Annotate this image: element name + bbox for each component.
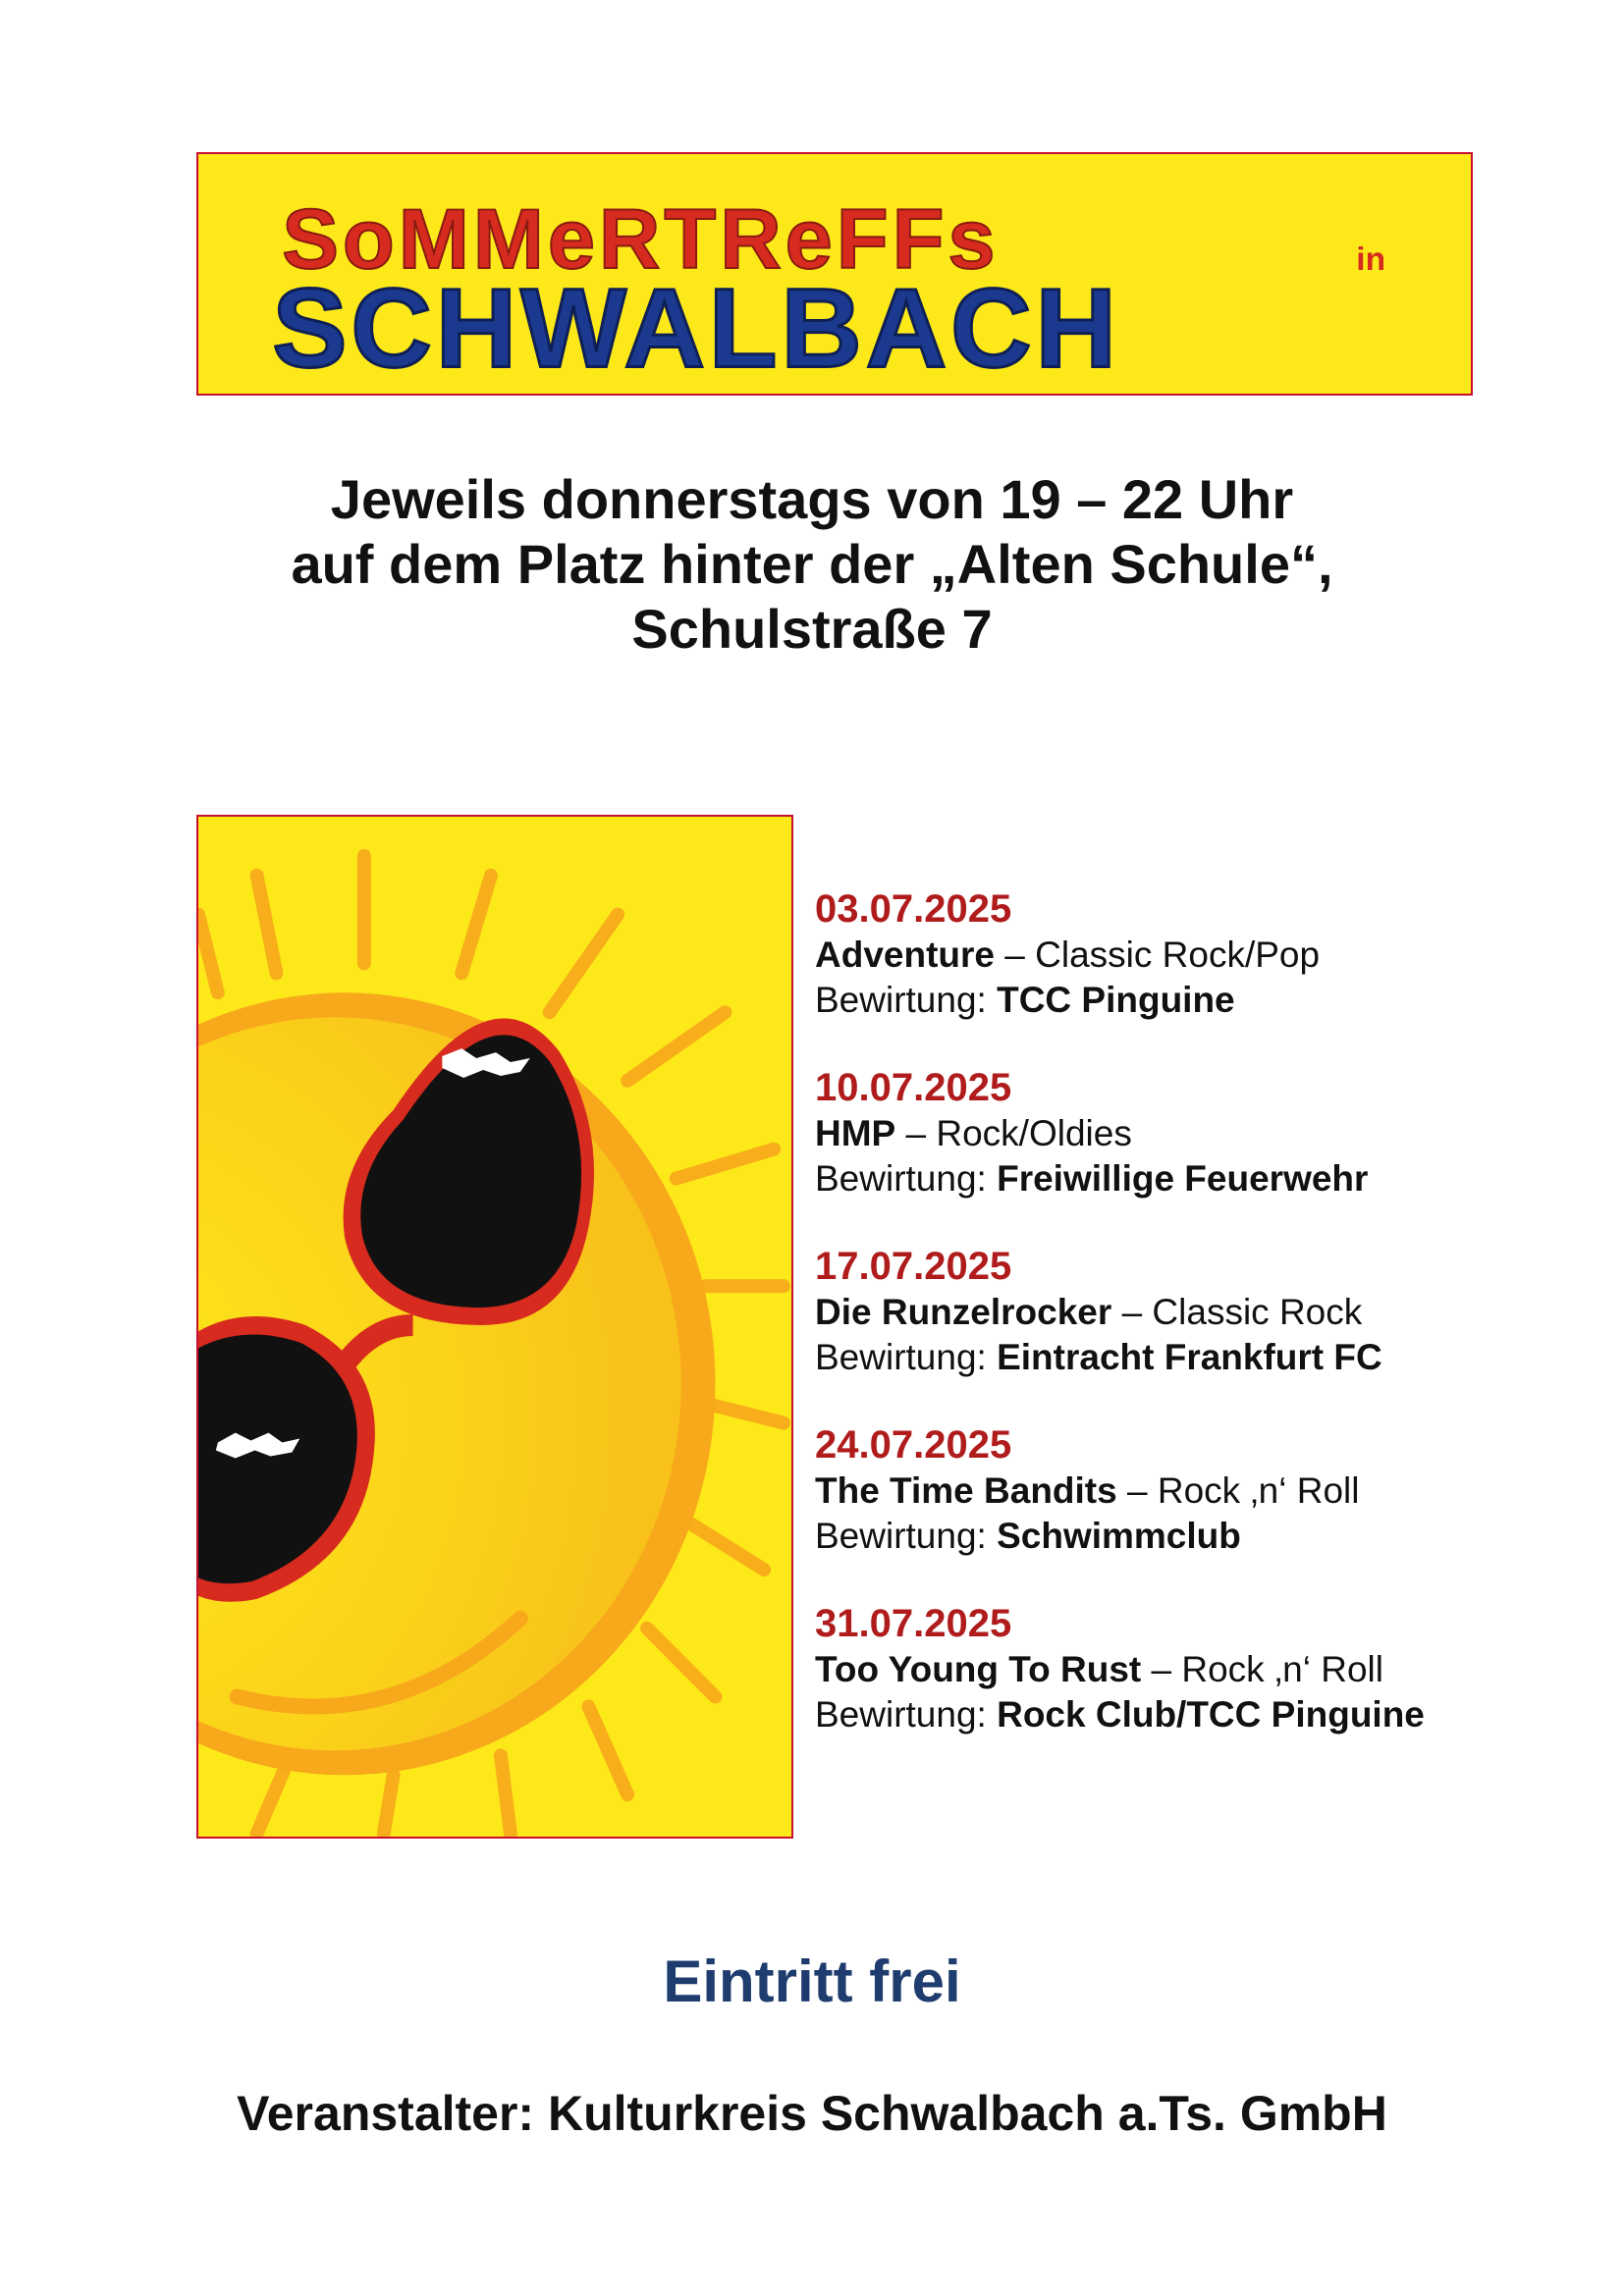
logo-in: in xyxy=(1356,241,1386,279)
event-item xyxy=(815,1064,1561,1201)
event-host-line xyxy=(815,1335,1561,1380)
event-band-line xyxy=(815,933,1561,978)
event-date: 31.07.2025 xyxy=(815,1602,1012,1645)
event-date: 03.07.2025 xyxy=(815,887,1012,931)
free-entry-notice: Eintritt frei xyxy=(663,1949,961,2014)
venue-info xyxy=(0,467,1624,662)
event-host-label: Bewirtung: xyxy=(815,1516,987,1556)
event-list xyxy=(815,885,1561,1779)
event-host: Eintracht Frankfurt FC xyxy=(997,1337,1382,1377)
event-genre: – Rock ‚n‘ Roll xyxy=(1151,1649,1384,1689)
venue-line-2: auf dem Platz hinter der „Alten Schule“, xyxy=(291,533,1333,595)
event-host-line xyxy=(815,1692,1561,1737)
event-item xyxy=(815,1600,1561,1737)
event-item xyxy=(815,885,1561,1023)
event-genre: – Classic Rock/Pop xyxy=(1004,934,1321,975)
event-item xyxy=(815,1421,1561,1559)
venue-line-1: Jeweils donnerstags von 19 – 22 Uhr xyxy=(330,468,1294,530)
logo-line1: SoMMeRTReFFs xyxy=(282,192,1000,288)
event-date: 10.07.2025 xyxy=(815,1066,1012,1109)
event-band: HMP xyxy=(815,1113,896,1153)
event-host: TCC Pinguine xyxy=(997,980,1235,1020)
sommertreffs-logo xyxy=(198,154,1471,394)
sun-illustration xyxy=(196,815,793,1839)
event-band-line xyxy=(815,1290,1561,1335)
logo-banner xyxy=(196,152,1473,396)
event-date: 24.07.2025 xyxy=(815,1423,1012,1467)
event-band-line xyxy=(815,1468,1561,1514)
event-host-line xyxy=(815,1514,1561,1559)
event-genre: – Classic Rock xyxy=(1121,1292,1363,1332)
event-item xyxy=(815,1243,1561,1380)
event-date: 17.07.2025 xyxy=(815,1245,1012,1288)
event-host-label: Bewirtung: xyxy=(815,980,987,1020)
venue-line-3: Schulstraße 7 xyxy=(631,598,993,660)
event-genre: – Rock/Oldies xyxy=(905,1113,1132,1153)
event-band-line xyxy=(815,1647,1561,1692)
event-band: Die Runzelrocker xyxy=(815,1292,1112,1332)
event-host-label: Bewirtung: xyxy=(815,1337,987,1377)
sun-with-sunglasses-image xyxy=(198,817,791,1837)
event-host: Rock Club/TCC Pinguine xyxy=(997,1694,1425,1735)
event-host-line xyxy=(815,978,1561,1023)
event-host: Freiwillige Feuerwehr xyxy=(997,1158,1369,1199)
event-host-line xyxy=(815,1156,1561,1201)
event-band: Adventure xyxy=(815,934,995,975)
logo-line2: SCHWALBACH xyxy=(272,266,1120,392)
event-host-label: Bewirtung: xyxy=(815,1158,987,1199)
event-host: Schwimmclub xyxy=(997,1516,1241,1556)
event-genre: – Rock ‚n‘ Roll xyxy=(1127,1470,1360,1511)
event-band: The Time Bandits xyxy=(815,1470,1117,1511)
organizer-line: Veranstalter: Kulturkreis Schwalbach a.Ts. GmbH xyxy=(237,2086,1387,2141)
event-band-line xyxy=(815,1111,1561,1156)
event-band: Too Young To Rust xyxy=(815,1649,1142,1689)
event-host-label: Bewirtung: xyxy=(815,1694,987,1735)
